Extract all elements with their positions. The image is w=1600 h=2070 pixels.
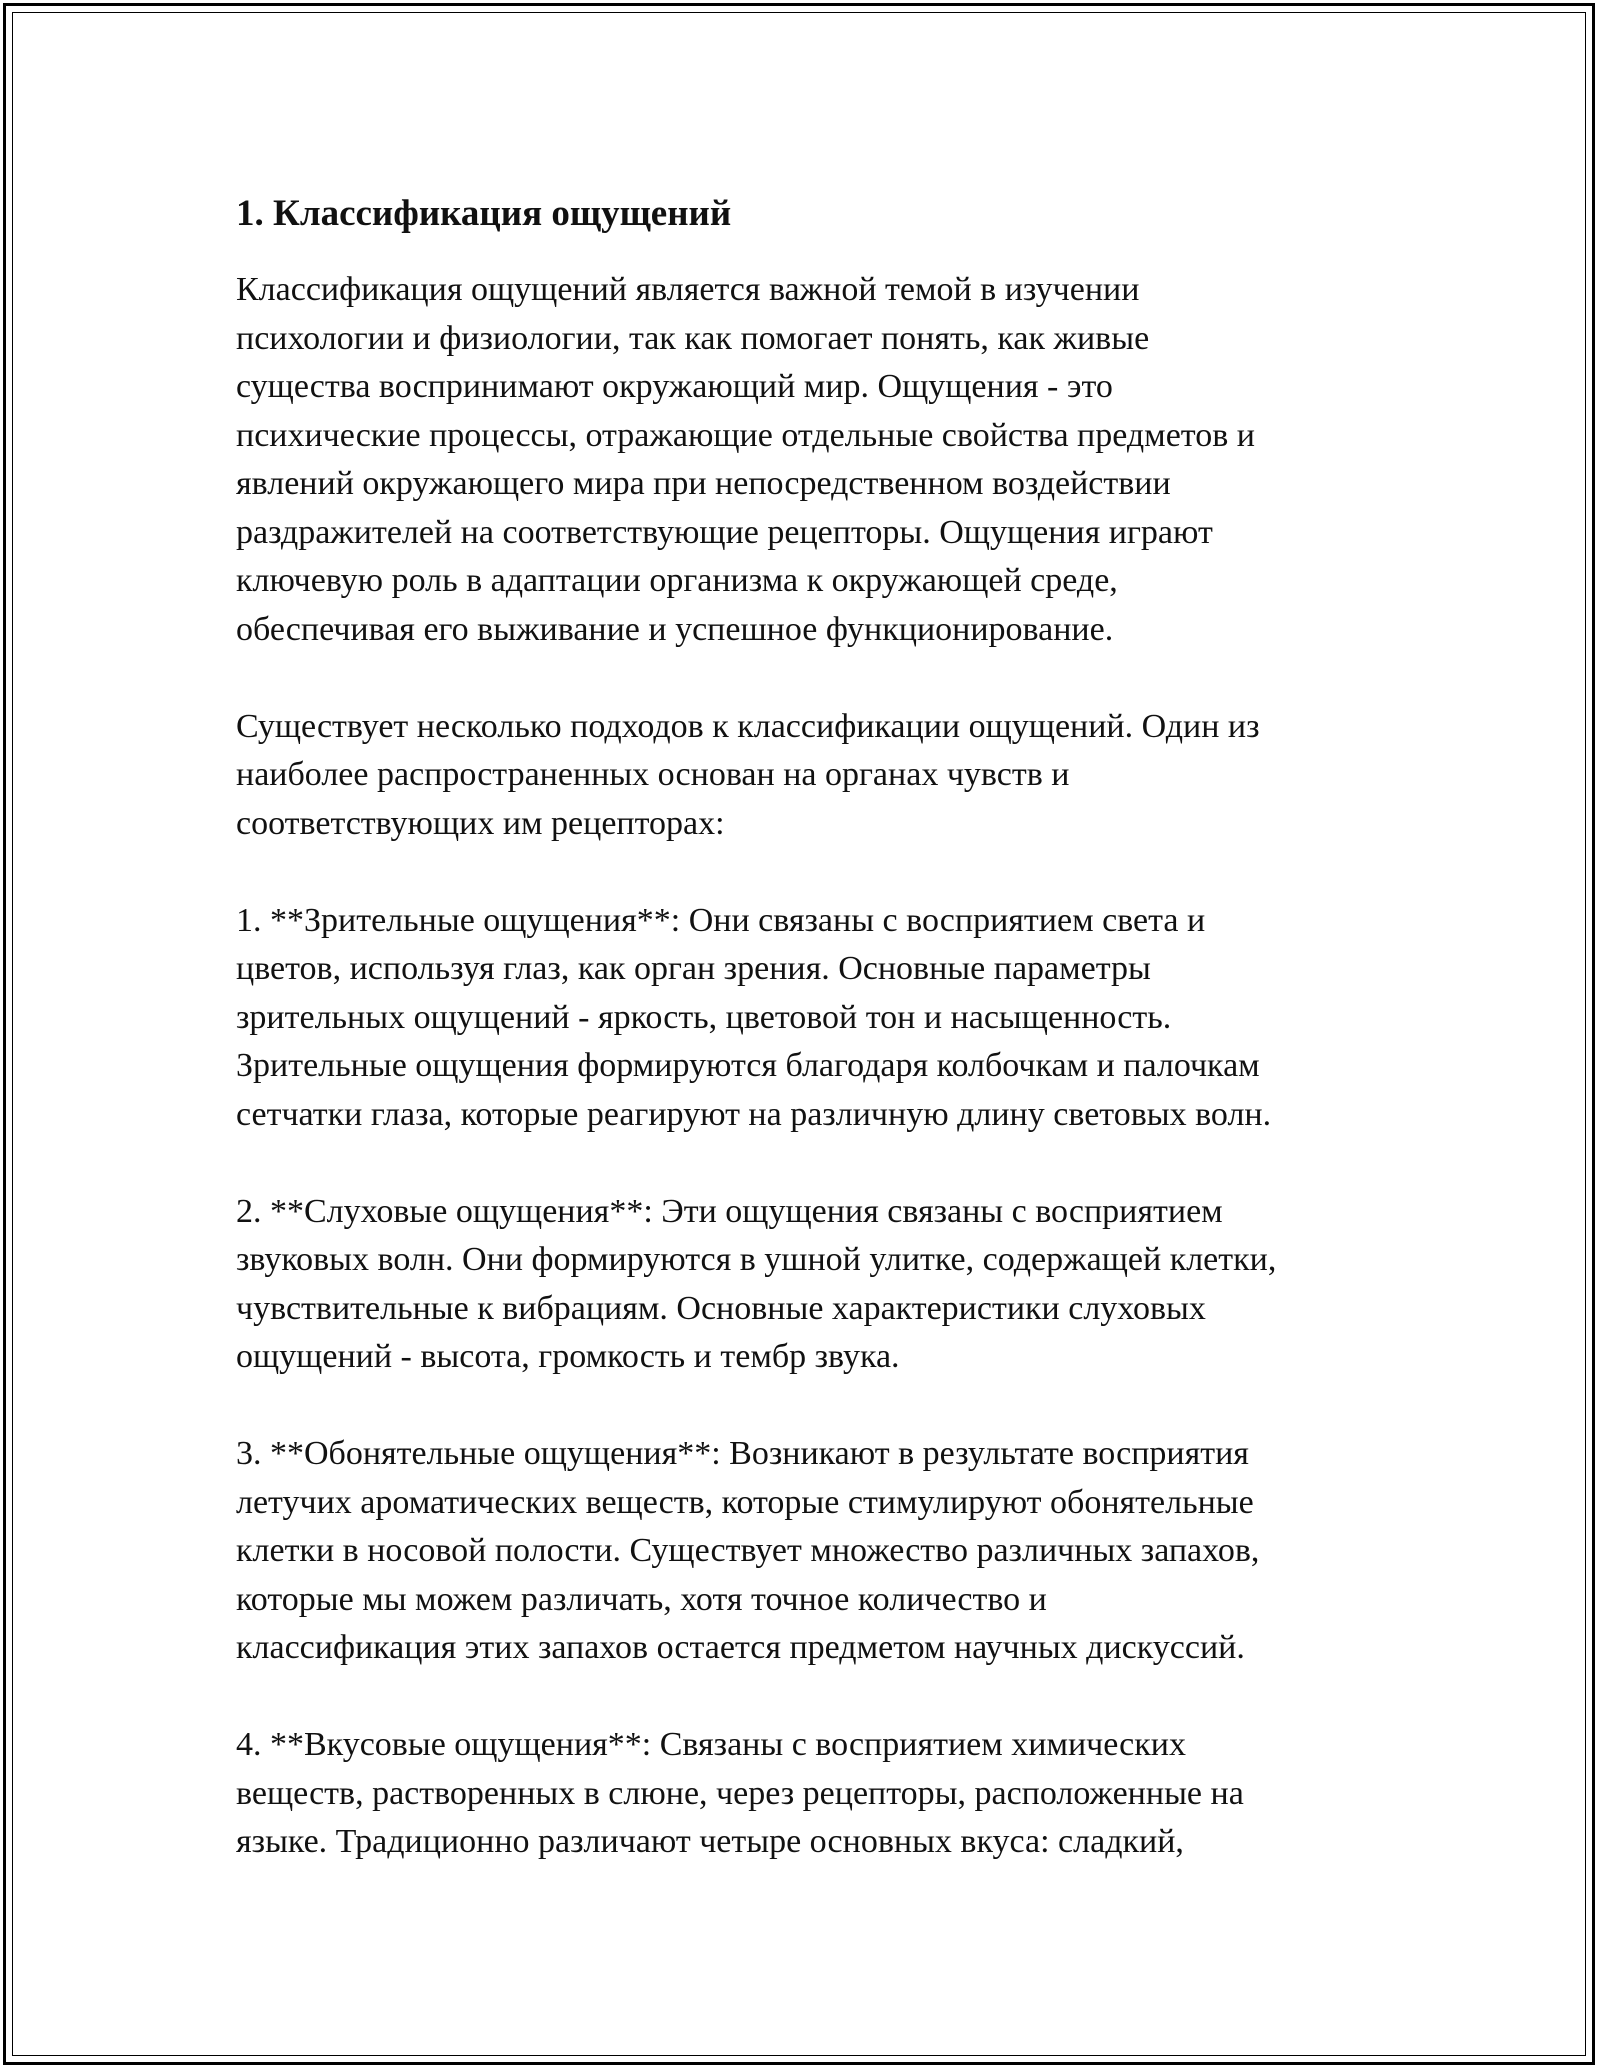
text-line: наиболее распространенных основан на органах чувств и: [236, 756, 1070, 793]
text-line: 2. **Слуховые ощущения**: Эти ощущения связаны с восприятием: [236, 1192, 1223, 1230]
paragraph-list: [236, 266, 1386, 1867]
text-line: раздражителей на соответствующие рецепторы. Ощущения играют: [236, 513, 1213, 551]
text-line: соответствующих им рецепторах:: [236, 804, 725, 842]
text-line: ощущений - высота, громкость и тембр звука.: [236, 1338, 900, 1375]
section-heading: 1. Классификация ощущений: [236, 193, 732, 234]
text-line: клетки в носовой полости. Существует множество различных запахов,: [236, 1532, 1260, 1569]
text-line: веществ, растворенных в слюне, через рецепторы, расположенные на: [236, 1774, 1244, 1812]
text-line: 1. **Зрительные ощущения**: Они связаны с восприятием света и: [236, 901, 1206, 939]
text-line: Существует несколько подходов к классификации ощущений. Один из: [236, 707, 1260, 745]
text-line: психические процессы, отражающие отдельные свойства предметов и: [236, 416, 1255, 454]
text-line: цветов, используя глаз, как орган зрения. Основные параметры: [236, 950, 1151, 987]
text-line: звуковых волн. Они формируются в ушной улитке, содержащей клетки,: [236, 1241, 1277, 1278]
text-line: обеспечивая его выживание и успешное функционирование.: [236, 610, 1114, 648]
text-line: существа воспринимают окружающий мир. Ощущения - это: [236, 368, 1113, 405]
paragraph: [236, 1430, 1386, 1673]
paragraph: [236, 1721, 1386, 1867]
text-line: Зрительные ощущения формируются благодаря колбочкам и палочкам: [236, 1047, 1260, 1084]
text-line: ключевую роль в адаптации организма к окружающей среде,: [236, 562, 1118, 599]
text-line: 4. **Вкусовые ощущения**: Связаны с восприятием химических: [236, 1726, 1186, 1763]
text-line: 3. **Обонятельные ощущения**: Возникают в результате восприятия: [236, 1435, 1249, 1472]
paragraph: [236, 897, 1386, 1140]
text-line: явлений окружающего мира при непосредственном воздействии: [236, 465, 1171, 502]
text-line: которые мы можем различать, хотя точное количество и: [236, 1580, 1047, 1618]
text-line: сетчатки глаза, которые реагируют на различную длину световых волн.: [236, 1095, 1272, 1133]
text-line: классификация этих запахов остается предметом научных дискуссий.: [236, 1629, 1245, 1666]
paragraph: [236, 1188, 1386, 1382]
document-body: [236, 190, 1386, 1915]
text-line: летучих ароматических веществ, которые стимулируют обонятельные: [236, 1483, 1254, 1521]
text-line: зрительных ощущений - яркость, цветовой тон и насыщенность.: [236, 998, 1172, 1036]
paragraph: [236, 266, 1386, 654]
text-line: чувствительные к вибрациям. Основные характеристики слуховых: [236, 1289, 1206, 1327]
text-line: Классификация ощущений является важной темой в изучении: [236, 271, 1140, 308]
paragraph: [236, 703, 1386, 849]
text-line: психологии и физиологии, так как помогает понять, как живые: [236, 319, 1150, 357]
text-line: языке. Традиционно различают четыре основных вкуса: сладкий,: [236, 1823, 1184, 1860]
